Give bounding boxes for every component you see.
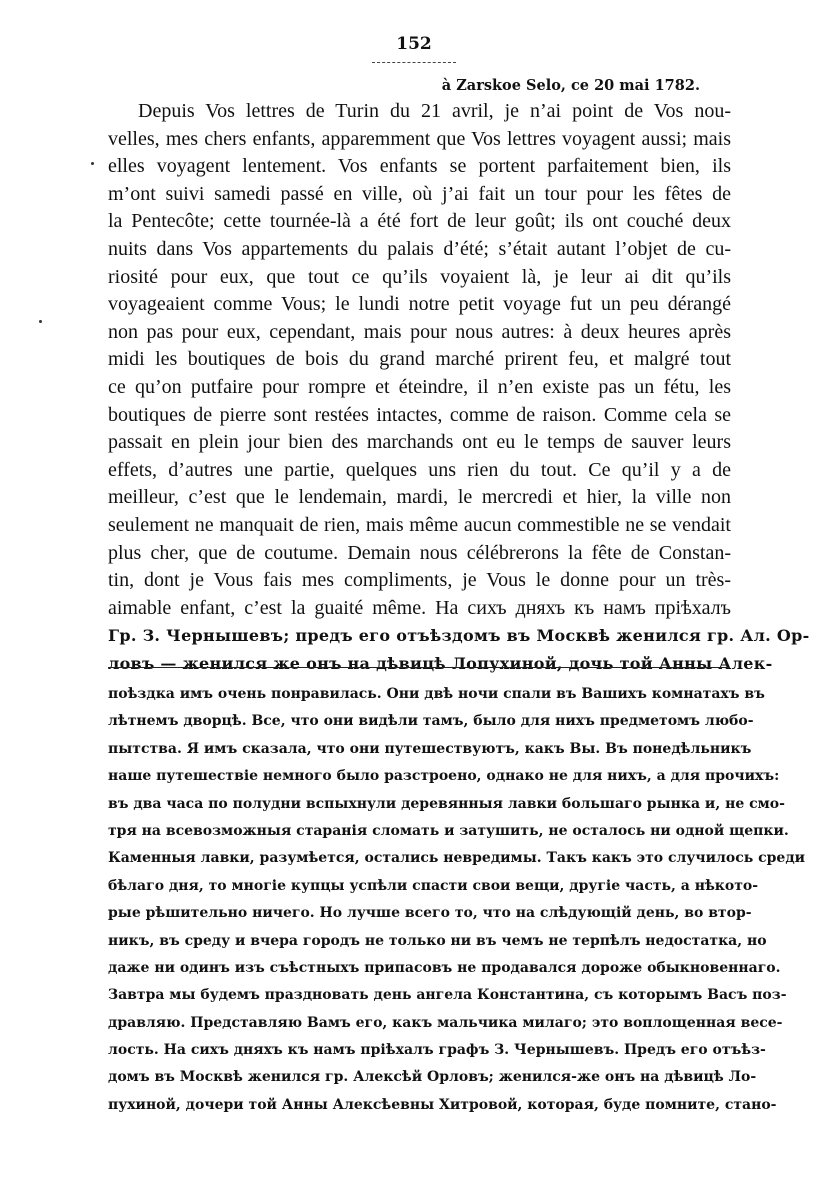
text-line: наше путешествіе немного было разстроено, однако не для нихъ, а для прочихъ:	[108, 768, 780, 785]
text-line: nuits dans Vos appartements du palais d’été; s’était autant l’objet de cu-	[108, 237, 731, 260]
text-line: дравляю. Представляю Вамъ его, какъ мальчика милаго; это воплощенная весе-	[108, 1014, 783, 1031]
text-line: Depuis Vos lettres de Turin du 21 avril, je n’ai point de Vos nou-	[138, 100, 731, 122]
letter-dateline: à Zarskoe Selo, ce 20 mai 1782.	[441, 77, 700, 94]
text-line: riosité pour eux, que tout ce qu’ils voyaient là, je leur ai dit qu’ils	[108, 265, 731, 288]
text-line: Завтра мы будемъ праздновать день ангела Константина, съ которымъ Васъ поз-	[108, 987, 787, 1004]
text-line: пытства. Я имъ сказала, что они путешествуютъ, какъ Вы. Въ понедѣльникъ	[108, 740, 752, 757]
text-line: въ два часа по полудни вспыхнули деревянныя лавки большаго рынка и, не смо-	[108, 795, 785, 812]
text-line: effets, d’autres une partie, quelques uns rien du tout. Ce qu’il y a de	[108, 458, 731, 481]
text-line: velles, mes chers enfants, apparemment que Vos lettres voyagent aussi; mais	[108, 127, 731, 150]
text-line: tin, dont je Vous fais mes compliments, je Vous le donne pour un très-	[108, 569, 731, 592]
text-line: лость. На сихъ дняхъ къ намъ пріѣхалъ графъ З. Чернышевъ. Предъ его отъѣз-	[108, 1042, 766, 1059]
text-line: рые рѣшительно ничего. Но лучше всего то, что на слѣдующій день, во втор-	[108, 905, 752, 922]
french-letter-text	[108, 98, 810, 677]
text-line: пухиной, дочери той Анны Алексѣевны Хитровой, которая, буде помните, стано-	[108, 1096, 777, 1113]
text-line: m’ont suivi samedi passé en ville, où j’ai fait un tour pour les fêtes de	[108, 182, 731, 205]
text-line: Каменныя лавки, разумѣется, остались невредимы. Такъ какъ это случилось среди	[108, 850, 806, 867]
text-line: никъ, въ среду и вчера городъ не только ни въ чемъ не терпѣлъ недостатка, но	[108, 932, 767, 949]
text-line: тря на всевозможныя старанія сломать и затушить, не осталось ни одной щепки.	[108, 822, 789, 839]
text-line: passait en plein jour bien des marchands ont eu le temps de sauver leurs	[108, 431, 731, 454]
text-line: plus cher, que de coutume. Demain nous célébrerons la fête de Constan-	[108, 541, 731, 564]
translation-divider	[108, 667, 730, 668]
text-line: ce qu’on putfaire pour rompre et éteindre, il n’en existe pas un fétu, les	[108, 375, 731, 398]
text-line: даже ни одинъ изъ съѣстныхъ припасовъ не продавался дороже обыкновеннаго.	[108, 959, 781, 976]
page-number-rule	[372, 62, 456, 63]
text-line: non pas pour eux, cependant, mais pour nous autres: à deux heures après	[108, 320, 731, 343]
text-line: лѣтнемъ дворцѣ. Все, что они видѣли тамъ, было для нихъ предметомъ любо-	[108, 713, 754, 730]
text-line: boutiques de pierre sont restées intactes, comme de raison. Comme cela se	[108, 403, 731, 426]
text-line: ловъ — женился же онъ на дѣвицѣ Лопухиной, дочь той Анны Алек-	[108, 653, 773, 673]
text-line: бѣлаго дня, то многіе купцы успѣли спасти свои вещи, другіе часть, а нѣкото-	[108, 877, 759, 894]
text-line: meilleur, c’est que le lendemain, mardi, le mercredi et hier, la ville non	[108, 486, 731, 509]
text-line: la Pentecôte; cette tournée-là a été fort de leur goût; ils ont couché deux	[108, 210, 731, 233]
text-line: voyageaient comme Vous; le lundi notre petit voyage fut un peu dérangé	[108, 293, 731, 316]
text-line: midi les boutiques de bois du grand marché prirent feu, et malgré tout	[108, 348, 731, 371]
text-line: aimable enfant, c’est la guaité même. На сихъ дняхъ къ намъ пріѣхалъ	[108, 596, 731, 619]
text-line: Гр. З. Чернышевъ; предъ его отъѣздомъ въ Москвѣ женился гр. Ал. Ор-	[108, 626, 810, 646]
text-line: домъ въ Москвѣ женился гр. Алексѣй Орловъ; женился-же онъ на дѣвицѣ Ло-	[108, 1069, 757, 1086]
russian-translation-text	[108, 681, 806, 1119]
text-line: поѣздка имъ очень понравилась. Они двѣ ночи спали въ Вашихъ комнатахъ въ	[108, 686, 765, 702]
page-number: 152	[396, 34, 432, 54]
scan-speck	[91, 162, 94, 165]
scan-speck	[39, 320, 42, 323]
text-line: seulement ne manquait de rien, mais même aucun commestible ne se vendait	[108, 513, 731, 536]
text-line: elles voyagent lentement. Vos enfants se portent parfaitement bien, ils	[108, 155, 731, 178]
